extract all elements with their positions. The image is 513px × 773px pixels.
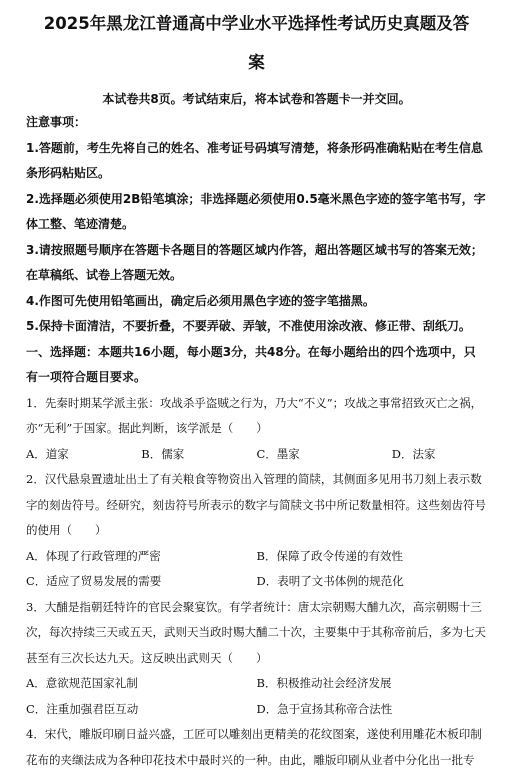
option-a: A．体现了行政管理的严密 <box>26 548 161 563</box>
question-2-options <box>26 544 487 595</box>
option-d: D．急于宣扬其称帝合法性 <box>256 701 393 716</box>
option-d: D．法家 <box>391 446 436 461</box>
option-c: C．墨家 <box>256 446 300 461</box>
question-4-stem: 4．宋代，雕版印刷日益兴盛，工匠可以雕刻出更精美的花纹图案，遂使利用雕花木板印制花布的夹缬法成为各种印花技术中最时兴的一种。由此，雕版印刷从业者中分化出一批专 <box>26 727 482 767</box>
option-b: B．积极推动社会经济发展 <box>256 676 392 690</box>
option-c: C．适应了贸易发展的需要 <box>26 574 162 588</box>
title-line-2: 案 <box>248 53 265 72</box>
notice-item: 5.保持卡面清洁，不要折叠，不要弄破、弄皱，不准使用涂改液、修正带、刮纸刀。 <box>26 319 471 333</box>
notice-item: 1.答题前，考生先将自己的姓名、准考证号码填写清楚，将条形码准确粘贴在考生信息条形码粘贴区。 <box>26 140 483 180</box>
question-1-options <box>26 442 487 468</box>
section-heading: 一、选择题：本题共16小题，每小题3分，共48分。在每小题给出的四个选项中，只有一项符合题目要求。 <box>26 344 476 384</box>
question-2-stem: 2．汉代悬泉置遗址出土了有关粮食等物资出入管理的简牍，其侧面多见用书刀刻上表示数字的刻齿符号。经研究，刻齿符号所表示的数字与简牍文书中所记数量相符。这些刻齿符号的使用（ ） <box>26 472 486 537</box>
option-a: A．意欲规范国家礼制 <box>26 676 138 690</box>
option-b: B．儒家 <box>141 446 185 461</box>
question-3-stem: 3．大酺是指朝廷特许的官民会聚宴饮。有学者统计：唐太宗朝赐大酺九次，高宗朝赐十三次，每次持续三天或五天，武则天当政时赐大酺二十次，主要集中于其称帝前后，多为七天甚至有三次长达九天。这反映出武则天（ ） <box>26 599 486 665</box>
notice-item: 2.选择题必须使用2B铅笔填涂；非选择题必须使用0.5毫米黑色字迹的签字笔书写，字体工整、笔迹清楚。 <box>26 191 486 231</box>
notice-item: 4.作图可先使用铅笔画出，确定后必须用黑色字迹的签字笔描黑。 <box>26 293 375 308</box>
exam-title <box>26 4 487 82</box>
option-c: C．注重加强君臣互动 <box>26 701 139 716</box>
option-a: A．道家 <box>26 446 69 461</box>
notice-heading: 注意事项： <box>26 115 87 129</box>
question-3-options <box>26 671 487 722</box>
option-b: B．保障了政令传递的有效性 <box>256 548 403 563</box>
title-line-1: 2025年黑龙江普通高中学业水平选择性考试历史真题及答 <box>43 14 470 33</box>
exam-subtitle: 本试卷共8页。考试结束后，将本试卷和答题卡一并交回。 <box>102 92 411 106</box>
question-1-stem: 1．先秦时期某学派主张：攻战杀乎盗贼之行为，乃大“不义”；攻战之事常招致灭亡之祸，亦“无利”于国家。据此判断，该学派是（ ） <box>26 395 483 435</box>
option-d: D．表明了文书体例的规范化 <box>256 574 404 588</box>
notice-item: 3.请按照题号顺序在答题卡各题目的答题区域内作答，超出答题区域书写的答案无效；在草稿纸、试卷上答题无效。 <box>26 242 483 282</box>
